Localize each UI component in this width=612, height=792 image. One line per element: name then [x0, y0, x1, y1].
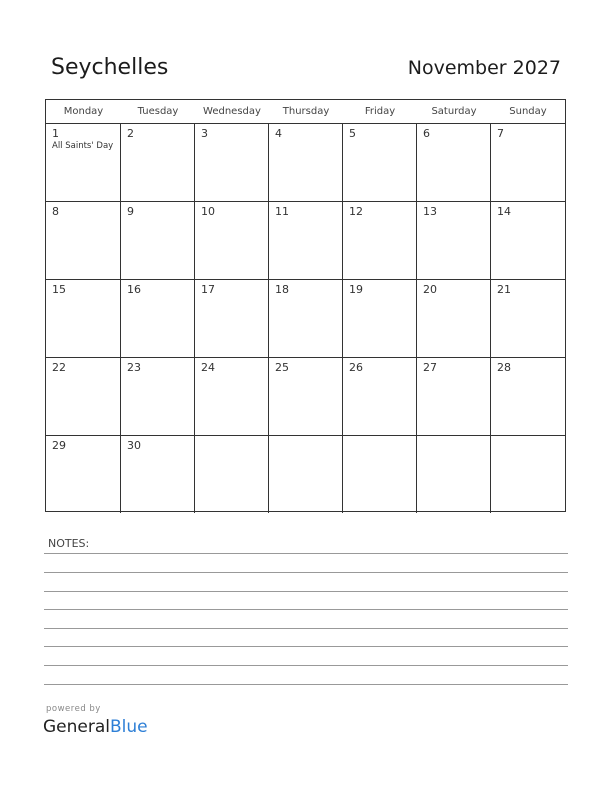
weekday-header-tuesday: Tuesday — [121, 100, 195, 124]
day-cell[interactable] — [195, 436, 269, 513]
day-number: 22 — [52, 361, 66, 374]
day-number: 25 — [275, 361, 289, 374]
day-cell[interactable] — [269, 202, 343, 280]
day-cell[interactable] — [491, 124, 565, 202]
day-cell[interactable] — [269, 124, 343, 202]
generalblue-logo[interactable] — [43, 717, 148, 737]
day-number: 12 — [349, 205, 363, 218]
day-number: 10 — [201, 205, 215, 218]
day-number: 11 — [275, 205, 289, 218]
day-cell[interactable] — [46, 202, 121, 280]
day-cell[interactable] — [417, 280, 491, 358]
day-number: 26 — [349, 361, 363, 374]
day-cell[interactable] — [269, 436, 343, 513]
day-number: 24 — [201, 361, 215, 374]
day-number: 15 — [52, 283, 66, 296]
weekday-header-monday: Monday — [46, 100, 121, 124]
day-number: 2 — [127, 127, 134, 140]
powered-by-text: powered by — [46, 704, 101, 714]
day-cell[interactable] — [46, 436, 121, 513]
calendar-grid — [45, 99, 566, 512]
day-cell[interactable] — [121, 436, 195, 513]
day-cell[interactable] — [121, 358, 195, 436]
day-number: 29 — [52, 439, 66, 452]
holiday-label: All Saints' Day — [52, 141, 114, 151]
day-cell[interactable] — [46, 124, 121, 202]
day-cell[interactable] — [46, 358, 121, 436]
day-cell[interactable] — [343, 358, 417, 436]
notes-line[interactable] — [44, 553, 568, 554]
day-cell[interactable] — [195, 124, 269, 202]
calendar-title: Seychelles — [51, 55, 169, 80]
day-cell[interactable] — [269, 358, 343, 436]
day-cell[interactable] — [343, 124, 417, 202]
day-number: 20 — [423, 283, 437, 296]
brand-blue: Blue — [110, 717, 148, 737]
day-number: 7 — [497, 127, 504, 140]
day-number: 19 — [349, 283, 363, 296]
weekday-header-thursday: Thursday — [269, 100, 343, 124]
day-number: 8 — [52, 205, 59, 218]
day-cell[interactable] — [343, 280, 417, 358]
day-number: 27 — [423, 361, 437, 374]
day-cell[interactable] — [491, 436, 565, 513]
day-cell[interactable] — [121, 124, 195, 202]
weekday-header-friday: Friday — [343, 100, 417, 124]
day-number: 1 — [52, 127, 59, 140]
day-number: 9 — [127, 205, 134, 218]
notes-line[interactable] — [44, 572, 568, 573]
brand-general: General — [43, 717, 110, 737]
day-number: 16 — [127, 283, 141, 296]
day-cell[interactable] — [417, 124, 491, 202]
day-cell[interactable] — [417, 202, 491, 280]
day-cell[interactable] — [195, 202, 269, 280]
notes-line[interactable] — [44, 646, 568, 647]
weekday-header-wednesday: Wednesday — [195, 100, 269, 124]
day-number: 28 — [497, 361, 511, 374]
day-cell[interactable] — [343, 436, 417, 513]
calendar-month-year: November 2027 — [407, 57, 561, 79]
day-cell[interactable] — [491, 280, 565, 358]
day-cell[interactable] — [417, 436, 491, 513]
day-number: 17 — [201, 283, 215, 296]
day-cell[interactable] — [417, 358, 491, 436]
day-cell[interactable] — [195, 358, 269, 436]
day-number: 6 — [423, 127, 430, 140]
day-number: 5 — [349, 127, 356, 140]
day-cell[interactable] — [343, 202, 417, 280]
day-number: 14 — [497, 205, 511, 218]
day-cell[interactable] — [46, 280, 121, 358]
day-number: 18 — [275, 283, 289, 296]
notes-line[interactable] — [44, 665, 568, 666]
notes-label: NOTES: — [48, 537, 90, 550]
day-cell[interactable] — [121, 280, 195, 358]
day-number: 30 — [127, 439, 141, 452]
day-cell[interactable] — [195, 280, 269, 358]
day-number: 3 — [201, 127, 208, 140]
notes-line[interactable] — [44, 591, 568, 592]
notes-line[interactable] — [44, 609, 568, 610]
day-number: 13 — [423, 205, 437, 218]
day-number: 21 — [497, 283, 511, 296]
day-cell[interactable] — [491, 202, 565, 280]
day-number: 4 — [275, 127, 282, 140]
weekday-header-saturday: Saturday — [417, 100, 491, 124]
day-number: 23 — [127, 361, 141, 374]
notes-line[interactable] — [44, 684, 568, 685]
weekday-header-sunday: Sunday — [491, 100, 565, 124]
notes-line[interactable] — [44, 628, 568, 629]
day-cell[interactable] — [269, 280, 343, 358]
day-cell[interactable] — [121, 202, 195, 280]
day-cell[interactable] — [491, 358, 565, 436]
